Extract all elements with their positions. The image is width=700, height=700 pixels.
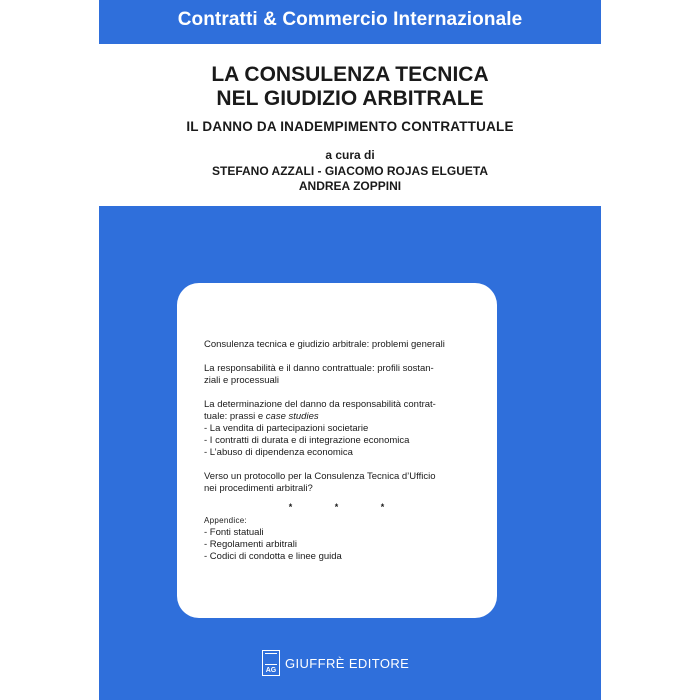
title-line-1: LA CONSULENZA TECNICA bbox=[211, 63, 489, 86]
title-line-2: NEL GIUDIZIO ARBITRALE bbox=[216, 87, 484, 110]
logo-text: AG bbox=[265, 667, 277, 674]
contents-subitem-2: - I contratti di durata e di integrazione economica bbox=[204, 435, 410, 446]
book-subtitle: IL DANNO DA INADEMPIMENTO CONTRATTUALE bbox=[186, 119, 514, 134]
contents-item-3-italic: case studies bbox=[265, 411, 319, 422]
separator-stars: * * * bbox=[288, 502, 405, 512]
contents-item-2 bbox=[204, 363, 489, 387]
series-band bbox=[99, 0, 601, 44]
contents-subitem-1: - La vendita di partecipazioni societarie bbox=[204, 423, 369, 434]
title-panel bbox=[99, 44, 601, 206]
contents-item-3-line-1: La determinazione del danno da responsabilità contrat- bbox=[204, 399, 436, 410]
giuffre-logo-icon bbox=[262, 650, 280, 676]
book-cover bbox=[99, 0, 601, 700]
contents-item-3-prefix: tuale: prassi e bbox=[204, 411, 266, 422]
editors-line-2: ANDREA ZOPPINI bbox=[298, 179, 402, 193]
book-title bbox=[99, 63, 601, 111]
editors-line-1: STEFANO AZZALI - GIACOMO ROJAS ELGUETA bbox=[212, 164, 488, 178]
contents-subitem-3: - L’abuso di dipendenza economica bbox=[204, 447, 353, 458]
contents-item-3-line-2 bbox=[204, 411, 489, 423]
publisher-name: GIUFFRÈ EDITORE bbox=[285, 655, 410, 671]
contents-item-3 bbox=[204, 399, 489, 459]
publisher bbox=[262, 650, 409, 676]
table-of-contents-box bbox=[177, 283, 497, 618]
editors-label: a cura di bbox=[325, 148, 375, 162]
series-title: Contratti & Commercio Internazionale bbox=[177, 9, 523, 30]
appendix-label: Appendice: bbox=[204, 516, 248, 525]
appendix-item-1: - Fonti statuali bbox=[204, 527, 264, 538]
contents-item-2-line-2: ziali e processuali bbox=[204, 375, 279, 386]
logo-lines bbox=[265, 653, 277, 665]
contents-item-2-line-1: La responsabilità e il danno contrattuale: profili sostan- bbox=[204, 363, 434, 374]
contents-item-4-line-2: nei procedimenti arbitrali? bbox=[204, 483, 313, 494]
contents-item-4-line-1: Verso un protocollo per la Consulenza Tecnica d’Ufficio bbox=[204, 471, 436, 482]
contents-item-1: Consulenza tecnica e giudizio arbitrale: problemi generali bbox=[204, 339, 445, 350]
appendix-item-2: - Regolamenti arbitrali bbox=[204, 539, 297, 550]
appendix bbox=[204, 515, 489, 563]
appendix-item-3: - Codici di condotta e linee guida bbox=[204, 551, 342, 562]
contents-item-4 bbox=[204, 471, 489, 495]
table-of-contents bbox=[204, 339, 489, 563]
editors bbox=[99, 164, 601, 194]
